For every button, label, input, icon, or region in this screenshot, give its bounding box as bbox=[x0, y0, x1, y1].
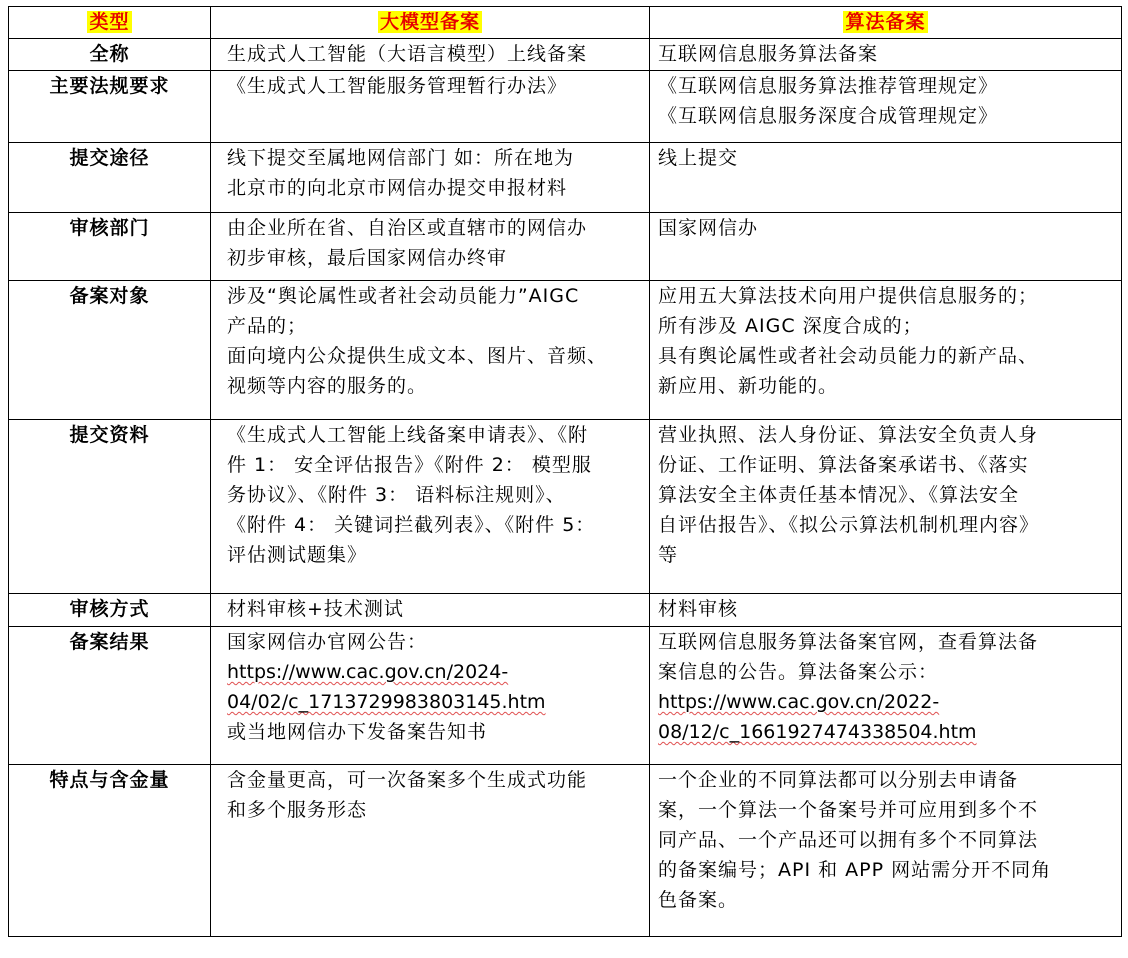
llm-announcement-link-cont[interactable]: 04/02/c_1713729983803145.htm bbox=[227, 691, 546, 713]
algo-review-dept: 国家网信办 bbox=[650, 213, 1122, 281]
header-row bbox=[9, 7, 1122, 39]
header-type: 类型 bbox=[89, 11, 130, 33]
algo-filing-result: 互联网信息服务算法备案官网，查看算法备 案信息的公告。算法备案公示： https://www.cac.gov.cn/2022- 08/12/c_1661927474338504.htm bbox=[650, 627, 1122, 765]
llm-announcement-link[interactable]: https://www.cac.gov.cn/2024- bbox=[227, 661, 509, 683]
table-row bbox=[9, 627, 1122, 765]
llm-materials: 《生成式人工智能上线备案申请表》、《附 件 1： 安全评估报告》《附件 2： 模型服 务协议》、《附件 3： 语料标注规则》、 《附件 4： 关键词拦截列表》、《附件 5： 评估测试题集》 bbox=[211, 420, 650, 594]
header-llm-filing: 大模型备案 bbox=[379, 11, 480, 33]
algo-announcement-link-cont[interactable]: 08/12/c_1661927474338504.htm bbox=[658, 721, 977, 743]
algo-regulations: 《互联网信息服务算法推荐管理规定》 《互联网信息服务深度合成管理规定》 bbox=[650, 71, 1122, 143]
llm-review-method: 材料审核+技术测试 bbox=[211, 594, 650, 627]
table-row bbox=[9, 143, 1122, 213]
algo-materials: 营业执照、法人身份证、算法安全负责人身 份证、工作证明、算法备案承诺书、《落实 算法安全主体责任基本情况》、《算法安全 自评估报告》、《拟公示算法机制机理内容》 等 bbox=[650, 420, 1122, 594]
llm-filing-result: 国家网信办官网公告： https://www.cac.gov.cn/2024- 04/02/c_1713729983803145.htm 或当地网信办下发备案告知书 bbox=[211, 627, 650, 765]
llm-filing-target: 涉及“舆论属性或者社会动员能力”AIGC 产品的； 面向境内公众提供生成文本、图片、音频、 视频等内容的服务的。 bbox=[211, 281, 650, 420]
algo-announcement-link[interactable]: https://www.cac.gov.cn/2022- bbox=[658, 691, 940, 713]
table-row bbox=[9, 39, 1122, 71]
row-key-materials: 提交资料 bbox=[9, 420, 211, 594]
llm-review-dept: 由企业所在省、自治区或直辖市的网信办 初步审核，最后国家网信办终审 bbox=[211, 213, 650, 281]
algo-full-name: 互联网信息服务算法备案 bbox=[650, 39, 1122, 71]
row-key-submission: 提交途径 bbox=[9, 143, 211, 213]
table-row bbox=[9, 213, 1122, 281]
table-row bbox=[9, 420, 1122, 594]
row-key-review-method: 审核方式 bbox=[9, 594, 211, 627]
algo-filing-target: 应用五大算法技术向用户提供信息服务的； 所有涉及 AIGC 深度合成的； 具有舆论属性或者社会动员能力的新产品、 新应用、新功能的。 bbox=[650, 281, 1122, 420]
table-row bbox=[9, 594, 1122, 627]
row-key-filing-result: 备案结果 bbox=[9, 627, 211, 765]
comparison-document bbox=[8, 6, 1122, 937]
header-llm-cell bbox=[211, 7, 650, 39]
comparison-table bbox=[8, 6, 1122, 937]
header-algo-cell bbox=[650, 7, 1122, 39]
algo-features: 一个企业的不同算法都可以分别去申请备 案，一个算法一个备案号并可应用到多个不 同产品、一个产品还可以拥有多个不同算法 的备案编号；API 和 APP 网站需分开不同角 色备案。 bbox=[650, 765, 1122, 937]
llm-full-name: 生成式人工智能（大语言模型）上线备案 bbox=[211, 39, 650, 71]
llm-regulations: 《生成式人工智能服务管理暂行办法》 bbox=[211, 71, 650, 143]
row-key-review-dept: 审核部门 bbox=[9, 213, 211, 281]
table-row bbox=[9, 71, 1122, 143]
algo-submission: 线上提交 bbox=[650, 143, 1122, 213]
row-key-filing-target: 备案对象 bbox=[9, 281, 211, 420]
table-row bbox=[9, 765, 1122, 937]
table-row bbox=[9, 281, 1122, 420]
header-type-cell bbox=[9, 7, 211, 39]
row-key-regulations: 主要法规要求 bbox=[9, 71, 211, 143]
header-algorithm-filing: 算法备案 bbox=[845, 11, 926, 33]
row-key-features: 特点与含金量 bbox=[9, 765, 211, 937]
row-key-full-name: 全称 bbox=[9, 39, 211, 71]
llm-features: 含金量更高，可一次备案多个生成式功能 和多个服务形态 bbox=[211, 765, 650, 937]
llm-submission: 线下提交至属地网信部门 如：所在地为 北京市的向北京市网信办提交申报材料 bbox=[211, 143, 650, 213]
algo-review-method: 材料审核 bbox=[650, 594, 1122, 627]
